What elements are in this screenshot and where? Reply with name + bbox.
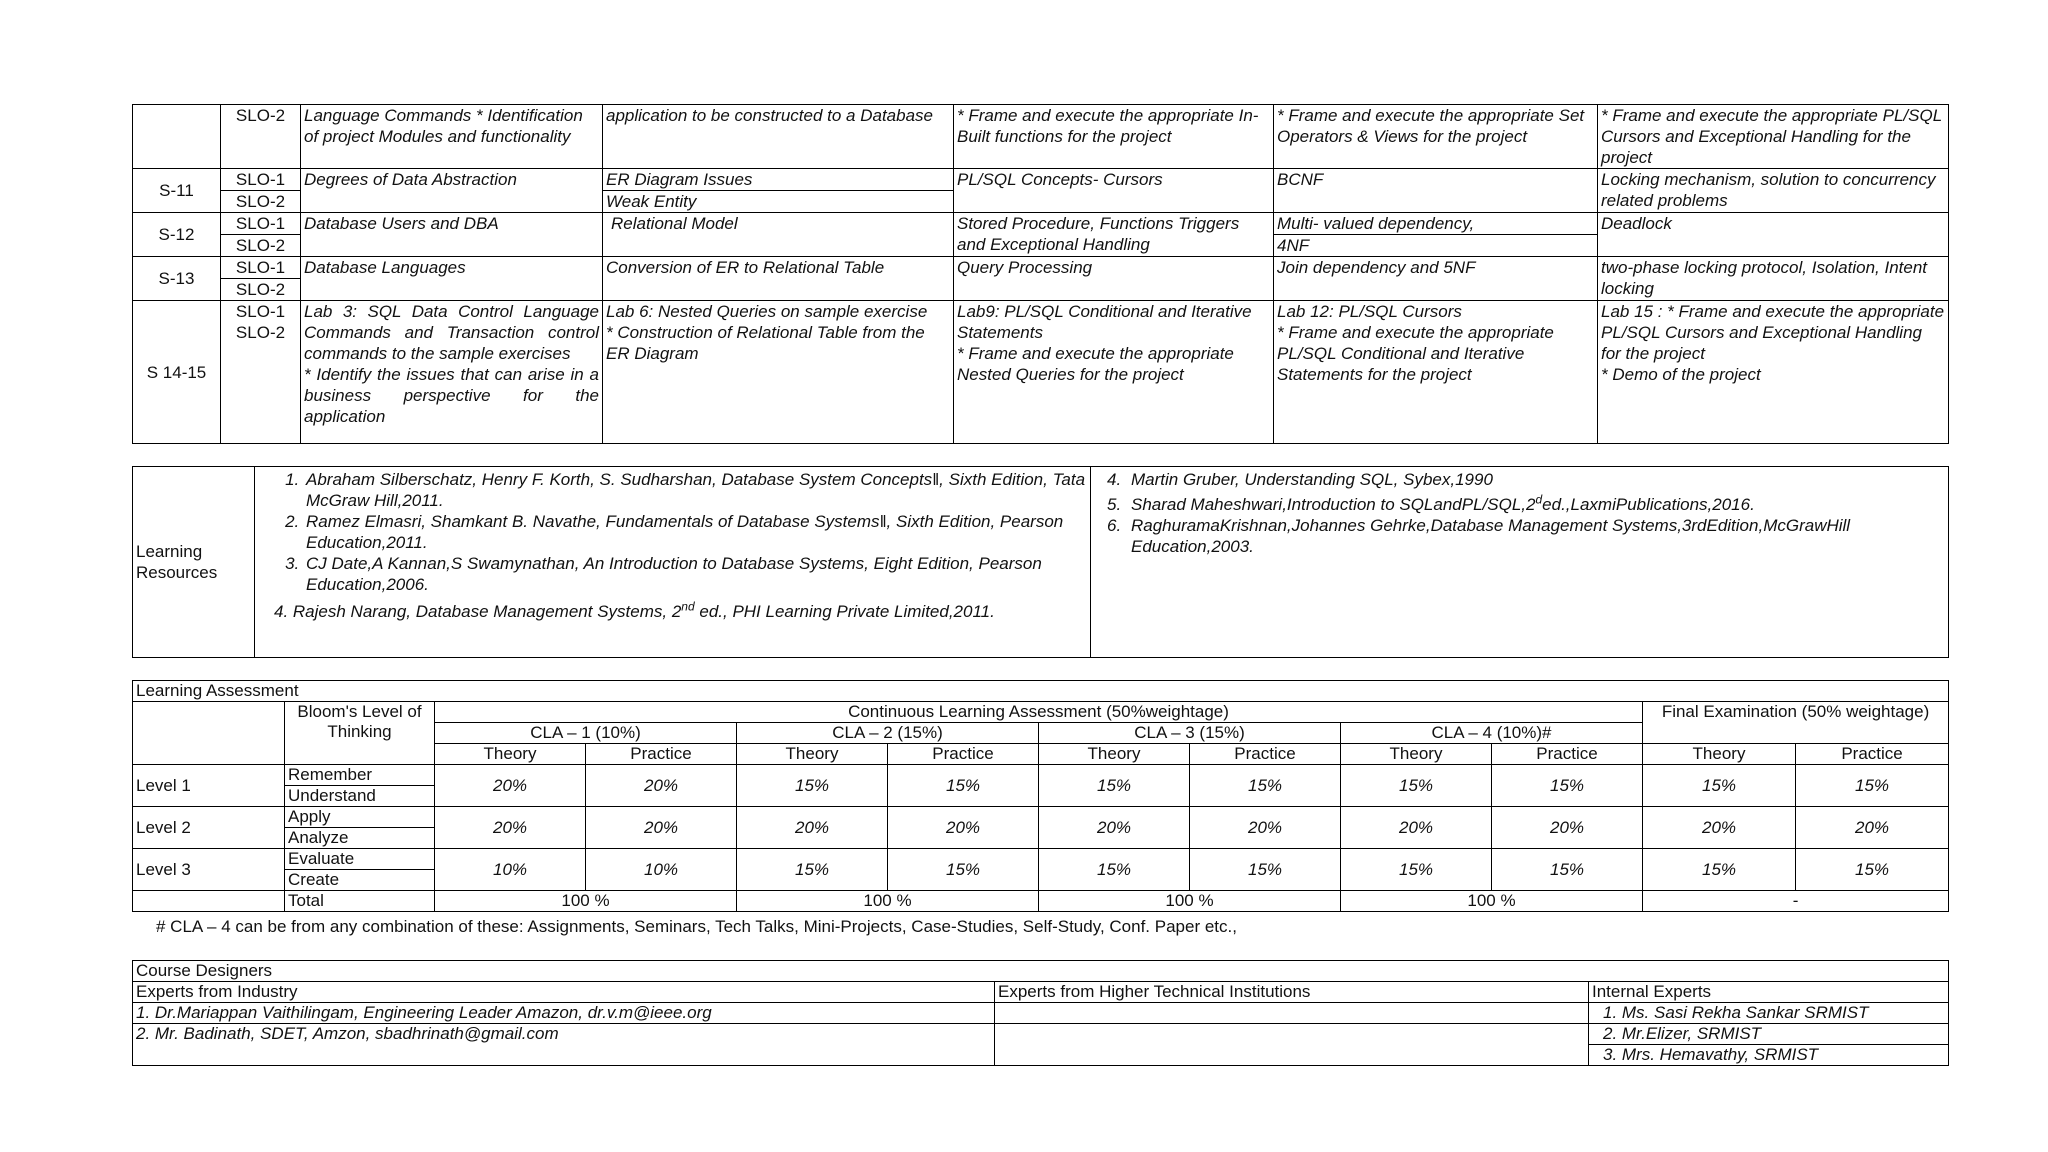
designers-title: Course Designers xyxy=(133,961,1949,982)
percentage-cell: 15% xyxy=(1492,849,1643,891)
theory-header: Theory xyxy=(1643,744,1796,765)
industry-expert: 1. Dr.Mariappan Vaithilingam, Engineering Leader Amazon, dr.v.m@ieee.org xyxy=(133,1003,995,1024)
slo-cell: SLO-2 xyxy=(221,279,301,301)
theory-header: Theory xyxy=(435,744,586,765)
topic-cell: application to be constructed to a Database xyxy=(603,105,954,169)
slo-cell: SLO-2 xyxy=(221,105,301,169)
reference-item: 3. CJ Date,A Kannan,S Swamynathan, An Introduction to Database Systems, Eight Edition, Pearson Education,2006. xyxy=(304,553,1087,595)
percentage-cell: 10% xyxy=(586,849,737,891)
topic-cell: Degrees of Data Abstraction xyxy=(301,169,603,213)
percentage-cell: 20% xyxy=(586,807,737,849)
level-header xyxy=(133,702,285,765)
theory-header: Theory xyxy=(1039,744,1190,765)
topic-cell: Weak Entity xyxy=(603,191,954,213)
reference-item: 6. RaghuramaKrishnan,Johannes Gehrke,Database Management Systems,3rdEdition,McGrawHill Education,2003. xyxy=(1107,516,1851,556)
total-value: - xyxy=(1643,891,1949,912)
topic-cell: Join dependency and 5NF xyxy=(1274,257,1598,301)
topic-cell: Query Processing xyxy=(954,257,1274,301)
topic-cell: Lab9: PL/SQL Conditional and Iterative Statements * Frame and execute the appropriate Nested Queries for the project xyxy=(954,301,1274,444)
reference-item: 1. Abraham Silberschatz, Henry F. Korth, S. Sudharshan, Database System Concepts‖, Sixth Edition, Tata McGraw Hill,2011. xyxy=(304,469,1087,511)
final-header: Final Examination (50% weightage) xyxy=(1643,702,1949,744)
percentage-cell: 15% xyxy=(1643,849,1796,891)
thinking-label: Create xyxy=(285,870,435,891)
session-row xyxy=(133,301,1949,323)
topic-cell: ER Diagram Issues xyxy=(603,169,954,191)
assessment-title: Learning Assessment xyxy=(133,681,1949,702)
topic-cell: Database Languages xyxy=(301,257,603,301)
topic-cell: Lab 12: PL/SQL Cursors * Frame and execute the appropriate PL/SQL Conditional and Iterative Statements for the project xyxy=(1274,301,1598,444)
topic-cell: Stored Procedure, Functions Triggers and Exceptional Handling xyxy=(954,213,1274,257)
topic-cell: * Frame and execute the appropriate Set Operators & Views for the project xyxy=(1274,105,1598,169)
blooms-header: Bloom's Level of Thinking xyxy=(285,702,435,765)
topic-cell: Lab 15 : * Frame and execute the appropriate PL/SQL Cursors and Exceptional Handling for the project * Demo of the project xyxy=(1598,301,1949,444)
percentage-cell: 15% xyxy=(1039,765,1190,807)
industry-expert: 2. Mr. Badinath, SDET, Amzon, sbadhrinath@gmail.com xyxy=(133,1024,995,1066)
percentage-cell: 15% xyxy=(1341,765,1492,807)
reference-item: 5. Sharad Maheshwari,Introduction to SQLandPL/SQL,2$^d$ed.,LaxmiPublications,2016. xyxy=(1107,492,1755,514)
topic-cell: Language Commands * Identification of project Modules and functionality xyxy=(301,105,603,169)
reference-item: 4. Martin Gruber, Understanding SQL, Sybex,1990 xyxy=(1107,470,1493,489)
course-designers-table xyxy=(132,960,1949,1066)
practice-header: Practice xyxy=(888,744,1039,765)
practice-header: Practice xyxy=(1190,744,1341,765)
topic-cell: * Frame and execute the appropriate PL/SQL Cursors and Exceptional Handling for the project xyxy=(1598,105,1949,169)
percentage-cell: 20% xyxy=(586,765,737,807)
percentage-cell: 20% xyxy=(1341,807,1492,849)
internal-expert: 3. Mrs. Hemavathy, SRMIST xyxy=(1589,1045,1949,1066)
percentage-cell: 20% xyxy=(1643,807,1796,849)
higher-expert xyxy=(995,1024,1589,1066)
percentage-cell: 15% xyxy=(1796,849,1949,891)
cla-2-header: CLA – 2 (15%) xyxy=(737,723,1039,744)
learning-resources-table xyxy=(132,466,1949,658)
learning-resources-label: Learning Resources xyxy=(133,467,255,658)
cla-note: # CLA – 4 can be from any combination of these: Assignments, Seminars, Tech Talks, Mini-Projects, Case-Studies, Self-Study, Conf. Paper etc., xyxy=(156,917,1237,936)
internal-expert: 1. Ms. Sasi Rekha Sankar SRMIST xyxy=(1589,1003,1949,1024)
percentage-cell: 15% xyxy=(1190,765,1341,807)
percentage-cell: 20% xyxy=(435,765,586,807)
percentage-cell: 20% xyxy=(435,807,586,849)
learning-resources-left xyxy=(255,467,1091,658)
practice-header: Practice xyxy=(1796,744,1949,765)
total-label-blank xyxy=(133,891,285,912)
total-value: 100 % xyxy=(1341,891,1643,912)
session-cell: S-11 xyxy=(133,169,221,213)
percentage-cell: 15% xyxy=(737,849,888,891)
topic-cell: * Frame and execute the appropriate In- Built functions for the project xyxy=(954,105,1274,169)
internal-expert: 2. Mr.Elizer, SRMIST xyxy=(1589,1024,1949,1045)
total-value: 100 % xyxy=(1039,891,1341,912)
session-row xyxy=(133,257,1949,279)
thinking-label: Evaluate xyxy=(285,849,435,870)
thinking-label: Remember xyxy=(285,765,435,786)
percentage-cell: 15% xyxy=(1039,849,1190,891)
learning-resources-right xyxy=(1091,467,1949,658)
percentage-cell: 15% xyxy=(1190,849,1341,891)
reference-item: 2. Ramez Elmasri, Shamkant B. Navathe, Fundamentals of Database Systems‖, Sixth Edition, Pearson Education,2011. xyxy=(304,511,1087,553)
session-row xyxy=(133,105,1949,169)
total-value: 100 % xyxy=(737,891,1039,912)
topic-cell: Database Users and DBA xyxy=(301,213,603,257)
topic-cell: Lab 6: Nested Queries on sample exercise * Construction of Relational Table from the ER Diagram xyxy=(603,301,954,444)
percentage-cell: 20% xyxy=(888,807,1039,849)
theory-header: Theory xyxy=(737,744,888,765)
practice-header: Practice xyxy=(586,744,737,765)
cla-4-header: CLA – 4 (10%)# xyxy=(1341,723,1643,744)
total-value: 100 % xyxy=(435,891,737,912)
percentage-cell: 15% xyxy=(1643,765,1796,807)
percentage-cell: 15% xyxy=(888,849,1039,891)
cla-1-header: CLA – 1 (10%) xyxy=(435,723,737,744)
percentage-cell: 20% xyxy=(1190,807,1341,849)
theory-header: Theory xyxy=(1341,744,1492,765)
higher-expert xyxy=(995,1003,1589,1024)
topic-cell: 4NF xyxy=(1274,235,1598,257)
percentage-cell: 15% xyxy=(1796,765,1949,807)
slo-cell: SLO-1 xyxy=(221,169,301,191)
cla-header: Continuous Learning Assessment (50%weightage) xyxy=(435,702,1643,723)
slo-cell: SLO-1 xyxy=(221,213,301,235)
percentage-cell: 15% xyxy=(888,765,1039,807)
slo-cell: SLO-2 xyxy=(221,191,301,213)
session-row xyxy=(133,213,1949,235)
percentage-cell: 15% xyxy=(1492,765,1643,807)
topic-cell: two-phase locking protocol, Isolation, Intent locking xyxy=(1598,257,1949,301)
slo-cell: SLO-1 xyxy=(221,301,301,323)
internal-header: Internal Experts xyxy=(1589,982,1949,1003)
thinking-label: Apply xyxy=(285,807,435,828)
thinking-label: Analyze xyxy=(285,828,435,849)
practice-header: Practice xyxy=(1492,744,1643,765)
slo-cell: SLO-2 xyxy=(221,322,301,443)
topic-cell: Relational Model xyxy=(603,213,954,257)
percentage-cell: 15% xyxy=(737,765,888,807)
level-label: Level 1 xyxy=(133,765,285,807)
session-plan-table xyxy=(132,104,1949,444)
level-label: Level 2 xyxy=(133,807,285,849)
slo-cell: SLO-2 xyxy=(221,235,301,257)
percentage-cell: 20% xyxy=(737,807,888,849)
topic-cell: Conversion of ER to Relational Table xyxy=(603,257,954,301)
reference-item: 4. Rajesh Narang, Database Management Systems, 2nd ed., PHI Learning Private Limited,2011. xyxy=(274,599,995,621)
session-cell: S 14-15 xyxy=(133,301,221,444)
topic-cell: Multi- valued dependency, xyxy=(1274,213,1598,235)
thinking-label: Understand xyxy=(285,786,435,807)
cla-3-header: CLA – 3 (15%) xyxy=(1039,723,1341,744)
percentage-cell: 20% xyxy=(1492,807,1643,849)
percentage-cell: 20% xyxy=(1796,807,1949,849)
percentage-cell: 15% xyxy=(1341,849,1492,891)
session-cell: S-13 xyxy=(133,257,221,301)
learning-assessment-table xyxy=(132,680,1949,912)
session-cell xyxy=(133,105,221,169)
industry-header: Experts from Industry xyxy=(133,982,995,1003)
session-row xyxy=(133,169,1949,191)
topic-cell: Deadlock xyxy=(1598,213,1949,257)
total-label: Total xyxy=(285,891,435,912)
percentage-cell: 10% xyxy=(435,849,586,891)
topic-cell: Lab 3: SQL Data Control Language Commands and Transaction control commands to the sample exercises * Identify the issues that can arise in a business perspective for the application xyxy=(301,301,603,444)
topic-cell: BCNF xyxy=(1274,169,1598,213)
slo-cell: SLO-1 xyxy=(221,257,301,279)
percentage-cell: 20% xyxy=(1039,807,1190,849)
level-label: Level 3 xyxy=(133,849,285,891)
session-cell: S-12 xyxy=(133,213,221,257)
topic-cell: PL/SQL Concepts- Cursors xyxy=(954,169,1274,213)
topic-cell: Locking mechanism, solution to concurrency related problems xyxy=(1598,169,1949,213)
higher-header: Experts from Higher Technical Institutions xyxy=(995,982,1589,1003)
